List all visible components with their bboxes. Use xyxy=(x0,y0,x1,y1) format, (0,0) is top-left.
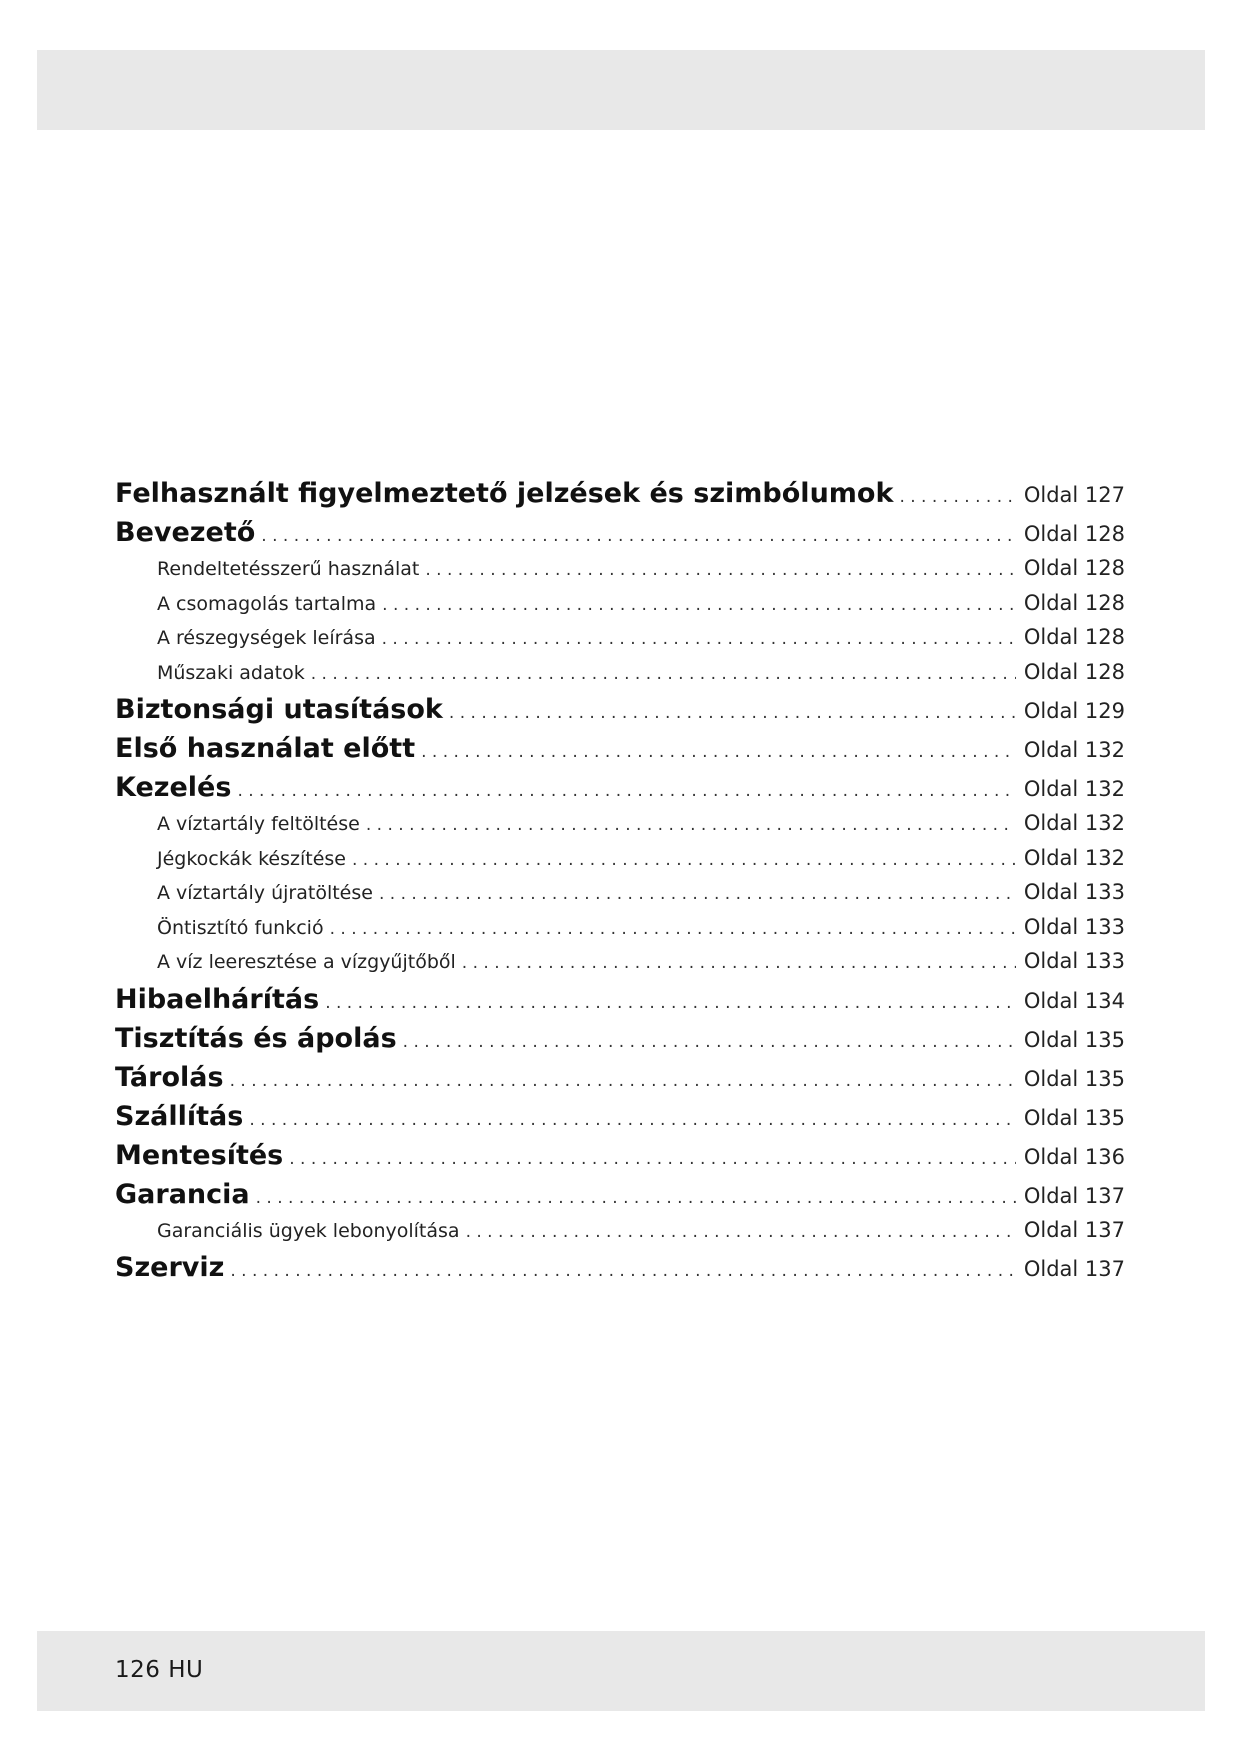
toc-entry-page: Oldal 136 xyxy=(1023,1144,1125,1169)
toc-leader-dots xyxy=(256,1188,1016,1208)
toc-entry-title: Tisztítás és ápolás xyxy=(115,1022,397,1054)
toc-subentry-page: Oldal 133 xyxy=(1023,914,1125,939)
toc-entry-page: Oldal 135 xyxy=(1023,1105,1125,1130)
toc-entry[interactable] xyxy=(115,1140,1125,1179)
toc-leader-dots xyxy=(379,884,1016,904)
toc-entry[interactable] xyxy=(115,1023,1125,1062)
toc-leader-dots xyxy=(311,664,1016,684)
toc-subentry-title: A víztartály feltöltése xyxy=(157,813,360,835)
toc-leader-dots xyxy=(230,1261,1015,1281)
toc-subentry[interactable] xyxy=(115,915,1125,950)
toc-entry-title: Tárolás xyxy=(115,1061,224,1093)
toc-leader-dots xyxy=(237,781,1015,801)
toc-subentry[interactable] xyxy=(115,1218,1125,1253)
toc-leader-dots xyxy=(325,993,1016,1013)
toc-entry[interactable] xyxy=(115,1252,1125,1291)
toc-subentry-title: Jégkockák készítése xyxy=(157,847,346,870)
toc-entry[interactable] xyxy=(115,517,1125,556)
toc-subentry-page: Oldal 128 xyxy=(1023,590,1125,615)
toc-leader-dots xyxy=(403,1032,1016,1052)
toc-leader-dots xyxy=(421,742,1016,762)
toc-leader-dots xyxy=(249,1110,1016,1130)
toc-leader-dots xyxy=(366,815,1016,835)
toc-leader-dots xyxy=(230,1071,1016,1091)
toc-entry[interactable] xyxy=(115,478,1125,517)
toc-leader-dots xyxy=(449,703,1016,723)
toc-entry[interactable] xyxy=(115,1101,1125,1140)
toc-entry-title: Felhasznált figyelmeztető jelzések és szimbólumok xyxy=(115,478,894,509)
toc-subentry[interactable] xyxy=(115,880,1125,915)
toc-entry[interactable] xyxy=(115,772,1125,811)
toc-entry[interactable] xyxy=(115,694,1125,733)
toc-subentry[interactable] xyxy=(115,591,1125,626)
toc-entry[interactable] xyxy=(115,1062,1125,1101)
toc-subentry-title: Műszaki adatok xyxy=(157,661,305,684)
toc-leader-dots xyxy=(466,1222,1016,1242)
toc-subentry-page: Oldal 128 xyxy=(1023,625,1125,649)
toc-entry-title: Szerviz xyxy=(115,1252,225,1283)
toc-subentry-title: Garanciális ügyek lebonyolítása xyxy=(157,1219,460,1242)
toc-entry-page: Oldal 132 xyxy=(1023,738,1125,762)
toc-leader-dots xyxy=(425,560,1015,580)
footer-band xyxy=(37,1631,1205,1711)
toc-leader-dots xyxy=(261,526,1016,546)
toc-subentry[interactable] xyxy=(115,556,1125,591)
toc-entry-page: Oldal 129 xyxy=(1023,699,1125,723)
toc-entry-page: Oldal 128 xyxy=(1023,522,1125,546)
toc-leader-dots xyxy=(899,487,1015,507)
toc-leader-dots xyxy=(462,953,1016,973)
toc-entry-page: Oldal 127 xyxy=(1023,483,1125,507)
toc-entry-page: Oldal 135 xyxy=(1023,1027,1125,1052)
toc-entry-title: Kezelés xyxy=(115,772,232,803)
toc-entry[interactable] xyxy=(115,1179,1125,1218)
toc-entry[interactable] xyxy=(115,733,1125,772)
toc-subentry[interactable] xyxy=(115,846,1125,881)
toc-leader-dots xyxy=(289,1149,1016,1169)
toc-entry-page: Oldal 137 xyxy=(1023,1257,1125,1281)
toc-entry-page: Oldal 134 xyxy=(1023,988,1125,1013)
toc-subentry-page: Oldal 133 xyxy=(1023,880,1125,904)
toc-subentry-title: A víz leeresztése a vízgyűjtőből xyxy=(157,951,456,973)
header-band xyxy=(37,50,1205,130)
toc-leader-dots xyxy=(330,919,1016,939)
toc-subentry-page: Oldal 132 xyxy=(1023,811,1125,835)
toc-entry-title: Mentesítés xyxy=(115,1139,284,1171)
toc-entry-title: Szállítás xyxy=(115,1100,244,1132)
table-of-contents xyxy=(115,478,1125,1291)
toc-subentry-title: A víztartály újratöltése xyxy=(157,882,373,904)
toc-subentry[interactable] xyxy=(115,660,1125,695)
toc-entry-title: Hibaelhárítás xyxy=(115,983,320,1015)
toc-entry-title: Első használat előtt xyxy=(115,733,416,764)
toc-leader-dots xyxy=(382,595,1016,615)
toc-entry-title: Biztonsági utasítások xyxy=(115,694,443,725)
page-number: 126 HU xyxy=(115,1657,204,1683)
toc-entry[interactable] xyxy=(115,984,1125,1023)
toc-leader-dots xyxy=(352,850,1016,870)
toc-subentry-page: Oldal 128 xyxy=(1023,556,1125,580)
toc-subentry-title: A részegységek leírása xyxy=(157,627,376,649)
toc-entry-title: Garancia xyxy=(115,1178,250,1210)
toc-subentry-page: Oldal 137 xyxy=(1023,1217,1125,1242)
toc-subentry-title: A csomagolás tartalma xyxy=(157,592,377,615)
toc-leader-dots xyxy=(382,629,1016,649)
toc-subentry[interactable] xyxy=(115,625,1125,660)
toc-subentry-title: Rendeltetésszerű használat xyxy=(157,558,420,580)
toc-subentry-page: Oldal 133 xyxy=(1023,949,1125,973)
toc-subentry-title: Öntisztító funkció xyxy=(157,916,324,939)
toc-subentry-page: Oldal 128 xyxy=(1023,659,1125,684)
toc-subentry[interactable] xyxy=(115,811,1125,846)
toc-entry-title: Bevezető xyxy=(115,517,256,548)
toc-entry-page: Oldal 135 xyxy=(1023,1066,1125,1091)
toc-entry-page: Oldal 132 xyxy=(1023,777,1125,801)
toc-subentry-page: Oldal 132 xyxy=(1023,845,1125,870)
toc-subentry[interactable] xyxy=(115,949,1125,984)
toc-entry-page: Oldal 137 xyxy=(1023,1183,1125,1208)
